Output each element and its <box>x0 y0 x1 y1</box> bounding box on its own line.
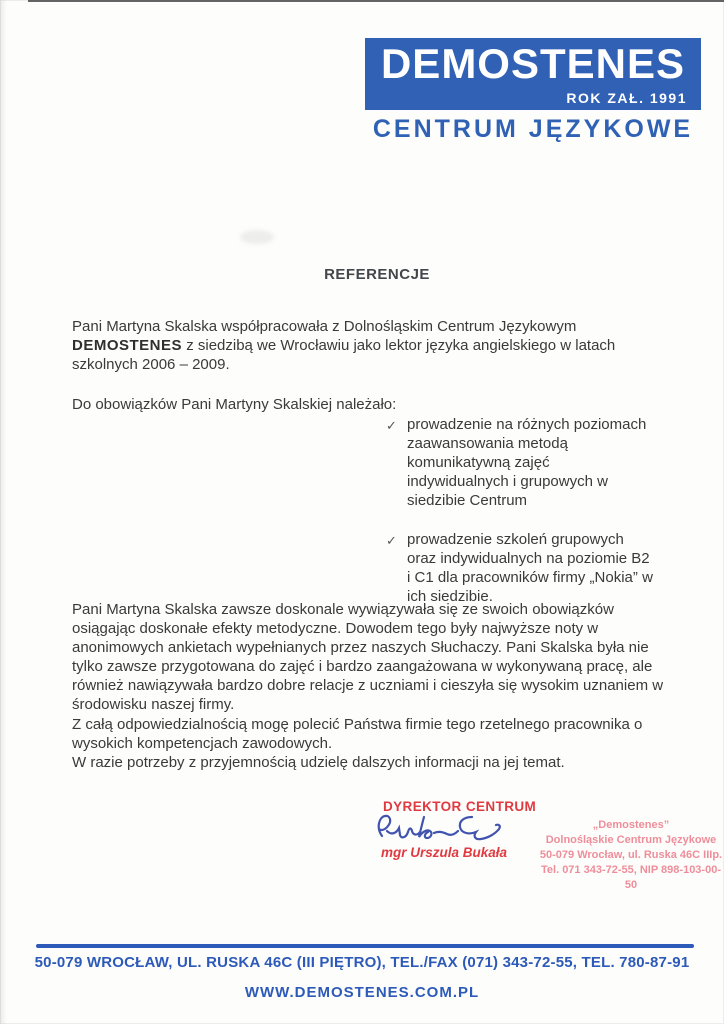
paragraph-intro-line1: Pani Martyna Skalska współpracowała z Dolnośląskim Centrum Językowym <box>72 318 577 335</box>
stamp-line-center: Dolnośląskie Centrum Językowe <box>545 834 717 846</box>
duty-text: prowadzenie szkoleń grupowych oraz indywidualnych na poziomie B2 i C1 dla pracowników firmy „Nokia” w ich siedzibie. <box>407 531 653 605</box>
list-item <box>386 530 654 606</box>
company-address-stamp <box>536 818 724 893</box>
paragraph-recommendation-line2: W razie potrzeby z przyjemnością udzielę dalszych informacji na jej temat. <box>72 754 565 771</box>
duties-intro: Do obowiązków Pani Martyny Skalskiej należało: <box>72 396 397 413</box>
footer-website: WWW.DEMOSTENES.COM.PL <box>244 984 480 1001</box>
paragraph-intro <box>72 317 672 374</box>
paragraph-intro-line2 <box>72 336 672 374</box>
company-logo <box>365 38 701 144</box>
paragraph-intro-rest: z siedzibą we Wrocławiu jako lektor języka angielskiego w latach szkolnych 2006 – 2009. <box>72 337 616 373</box>
scan-edge-artifact-left <box>0 0 7 1024</box>
footer-address: 50-079 WROCŁAW, UL. RUSKA 46C (III PIĘTRO), TEL./FAX (071) 343-72-55, TEL. 780-87-91 <box>34 954 690 971</box>
check-icon: ✓ <box>386 418 397 433</box>
check-icon: ✓ <box>386 533 397 548</box>
scan-edge-artifact-top <box>28 0 724 2</box>
logo-box <box>365 38 701 110</box>
director-stamp-name: mgr Urszula Bukała <box>381 845 508 860</box>
stamp-line-address: 50-079 Wrocław, ul. Ruska 46C IIIp. <box>539 849 723 861</box>
logo-founded-year: ROK ZAŁ. 1991 <box>566 90 687 106</box>
stamp-line-company: „Demostenes” <box>592 819 670 831</box>
brand-name-inline: DEMOSTENES <box>72 337 183 354</box>
paragraph-assessment: Pani Martyna Skalska zawsze doskonale wywiązywała się ze swoich obowiązków osiągając doskonałe efekty metodyczne. Dowodem tego były najwyższe noty w anonimowych ankietach wypełnianych przez naszych Słuchaczy. Pani Skalska była nie tylko zawsze przygotowana do zajęć i bardzo zaangażowana w wykonywaną pracę, ale również nawiązywała bardzo dobre relacje z uczniami i cieszyła się wysokim uznaniem w środowisku naszej firmy. <box>72 601 664 713</box>
stamp-line-phone: Tel. 071 343-72-55, NIP 898-103-00-50 <box>541 864 721 891</box>
director-stamp-title: DYREKTOR CENTRUM <box>383 799 537 814</box>
footer-divider <box>36 944 694 948</box>
duty-text: prowadzenie na różnych poziomach zaawansowania metodą komunikatywną zajęć indywidualnych i grupowych w siedzibie Centrum <box>407 416 647 509</box>
paragraph-recommendation-line1: Z całą odpowiedzialnością mogę polecić Państwa firmie tego rzetelnego pracownika o wysokich kompetencjach zawodowych. <box>72 716 643 752</box>
signature-handwriting-icon <box>372 808 532 848</box>
logo-subtitle: CENTRUM JĘZYKOWE <box>372 115 694 143</box>
list-item <box>386 415 654 510</box>
scan-smudge <box>240 230 274 244</box>
page-title: REFERENCJE <box>324 266 430 283</box>
paragraph-recommendation <box>72 715 678 772</box>
duties-list <box>386 415 654 626</box>
logo-company-name: DEMOSTENES <box>380 40 686 87</box>
